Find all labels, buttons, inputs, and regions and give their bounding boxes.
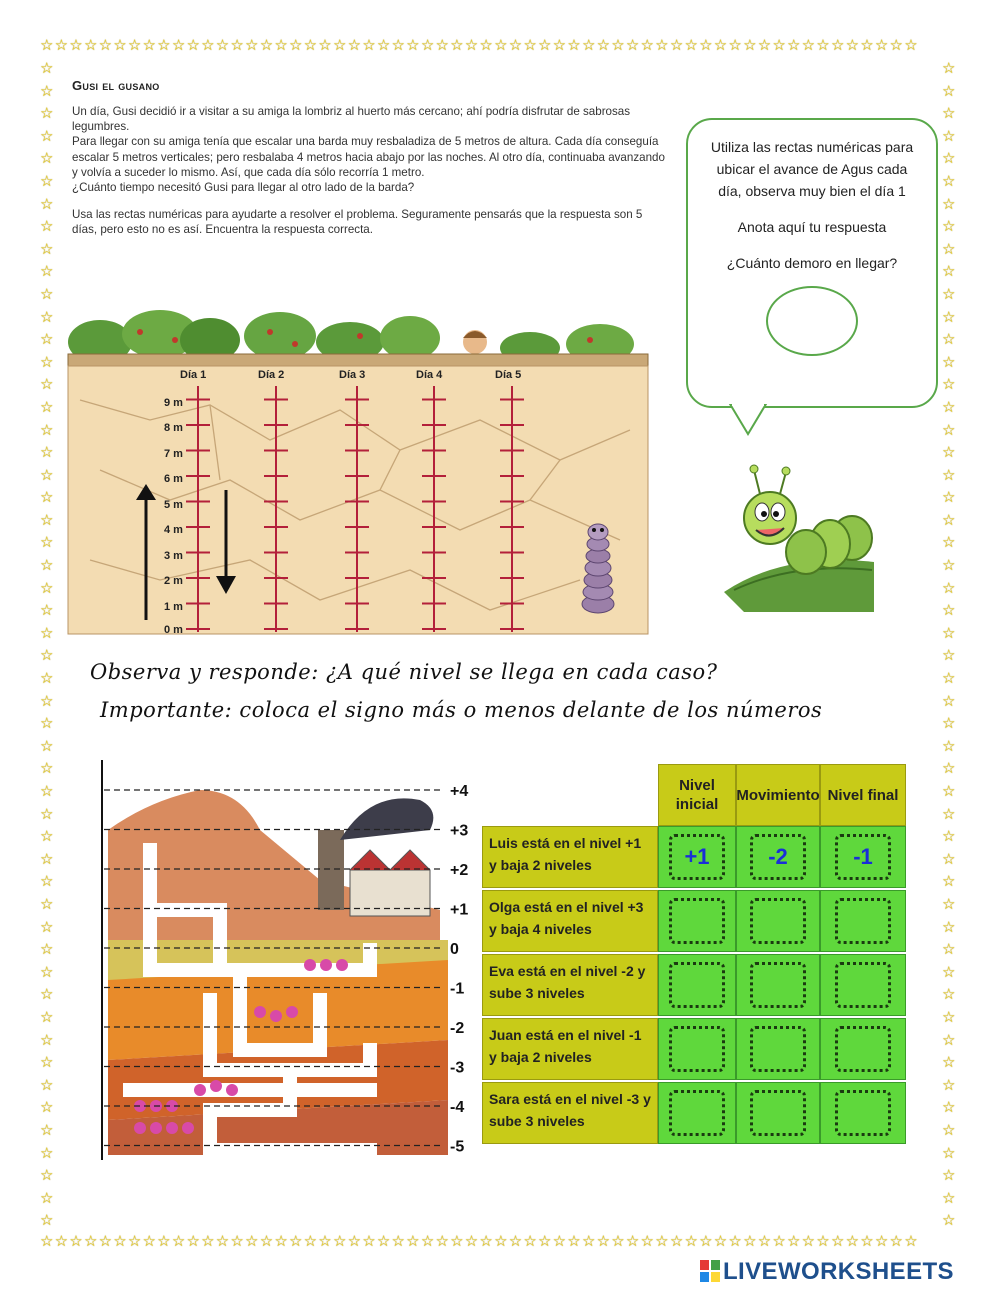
level-label: 0 <box>450 941 459 958</box>
movement-input[interactable] <box>750 962 806 1008</box>
meter-label: 2 m <box>164 575 183 587</box>
level-label: -3 <box>450 1059 465 1077</box>
day-label: Día 5 <box>495 369 522 381</box>
level-label: -2 <box>450 1020 465 1037</box>
final-level-input[interactable] <box>835 898 891 944</box>
meter-label: 8 m <box>164 422 183 434</box>
table-cell <box>658 826 736 888</box>
table-cell <box>736 1018 820 1080</box>
star-border-right: ☆☆☆☆☆☆☆☆☆☆☆☆☆☆☆☆☆☆☆☆☆☆☆☆☆☆☆☆☆☆☆☆☆☆☆☆☆☆☆☆☆☆☆☆☆☆☆☆☆☆☆☆ <box>942 60 956 1230</box>
meter-label: 4 m <box>164 524 183 536</box>
table-cell <box>658 1018 736 1080</box>
star-border-bottom: ☆☆☆☆☆☆☆☆☆☆☆☆☆☆☆☆☆☆☆☆☆☆☆☆☆☆☆☆☆☆☆☆☆☆☆☆☆☆☆☆☆☆☆☆☆☆☆☆☆☆☆☆☆☆☆☆☆☆☆☆ <box>40 1234 919 1249</box>
question-line-1: Observa y responde: ¿A qué nivel se llega en cada caso? <box>90 660 718 684</box>
liveworksheets-logo <box>700 1258 954 1286</box>
meter-label: 7 m <box>164 448 183 460</box>
story-paragraph: Para llegar con su amiga tenía que escalar una barda muy resbaladiza de 5 metros de altura. Cada día conseguía escalar 5 metros verticales; pero resbalaba 4 metros hacia abajo por las noches. Al otro día, continuaba avanzando y volvía a suceder lo mismo. Así, que cada día sólo recorría 1 metro. <box>72 135 665 179</box>
table-cell <box>658 890 736 952</box>
final-level-input[interactable] <box>835 834 891 880</box>
speech-question: ¿Cuánto demoro en llegar? <box>726 255 898 271</box>
table-cell <box>658 1082 736 1144</box>
levels-table <box>480 760 926 1162</box>
final-level-input[interactable] <box>835 962 891 1008</box>
story-title: Gusi el gusano <box>72 78 160 93</box>
meter-label: 0 m <box>164 624 183 636</box>
star-border-top: ☆☆☆☆☆☆☆☆☆☆☆☆☆☆☆☆☆☆☆☆☆☆☆☆☆☆☆☆☆☆☆☆☆☆☆☆☆☆☆☆☆☆☆☆☆☆☆☆☆☆☆☆☆☆☆☆☆☆☆☆ <box>40 38 919 53</box>
meter-label: 1 m <box>164 601 183 613</box>
row-label: Sara está en el nivel -3 y sube 3 niveles <box>482 1082 658 1144</box>
logo-icon <box>700 1260 720 1282</box>
speech-bubble <box>686 118 938 408</box>
movement-input[interactable] <box>750 1090 806 1136</box>
row-label: Eva está en el nivel -2 y sube 3 niveles <box>482 954 658 1016</box>
meter-label: 9 m <box>164 397 183 409</box>
table-cell <box>820 954 906 1016</box>
table-cell <box>736 890 820 952</box>
initial-level-input[interactable] <box>669 1026 725 1072</box>
star-border-left: ☆☆☆☆☆☆☆☆☆☆☆☆☆☆☆☆☆☆☆☆☆☆☆☆☆☆☆☆☆☆☆☆☆☆☆☆☆☆☆☆☆☆☆☆☆☆☆☆☆☆☆☆ <box>40 60 54 1230</box>
level-label: -1 <box>450 980 465 998</box>
table-cell <box>820 1082 906 1144</box>
story-paragraph: Un día, Gusi decidió ir a visitar a su amiga la lombriz al huerto más cercano; ahí podría disfrutar de sabrosas legumbres. <box>72 105 631 134</box>
level-label: +1 <box>450 901 469 919</box>
story-paragraph: ¿Cuánto tiempo necesitó Gusi para llegar al otro lado de la barda? <box>72 181 415 195</box>
table-cell <box>820 890 906 952</box>
day-label: Día 2 <box>258 369 285 381</box>
answer-input[interactable] <box>766 286 858 356</box>
level-label: +2 <box>450 862 469 879</box>
initial-level-input[interactable] <box>669 898 725 944</box>
row-label: Luis está en el nivel +1 y baja 2 niveles <box>482 826 658 888</box>
mine-illustration <box>90 760 480 1162</box>
day-label: Día 1 <box>180 369 207 381</box>
wall-illustration <box>60 310 650 640</box>
initial-level-input[interactable] <box>669 962 725 1008</box>
story-paragraph: Usa las rectas numéricas para ayudarte a resolver el problema. Seguramente pensarás que la respuesta son 5 días, pero esto no es así. Encuentra la respuesta correcta. <box>72 208 643 237</box>
speech-tail <box>728 404 768 436</box>
level-label: -4 <box>450 1099 465 1116</box>
meter-label: 3 m <box>164 550 183 562</box>
header-initial-level: Nivel inicial <box>658 764 736 826</box>
day-label: Día 3 <box>339 369 366 381</box>
day-label: Día 4 <box>416 369 443 381</box>
table-cell <box>736 826 820 888</box>
level-label: -5 <box>450 1138 465 1156</box>
initial-level-input[interactable] <box>669 834 725 880</box>
table-cell <box>820 1018 906 1080</box>
final-level-input[interactable] <box>835 1090 891 1136</box>
story-text <box>72 104 670 238</box>
header-movement: Movimiento <box>736 764 820 826</box>
question-line-2: Importante: coloca el signo más o menos delante de los números <box>100 698 823 722</box>
final-level-input[interactable] <box>835 1026 891 1072</box>
header-final-level: Nivel final <box>820 764 906 826</box>
row-label: Juan está en el nivel -1 y baja 2 niveles <box>482 1018 658 1080</box>
row-label: Olga está en el nivel +3 y baja 4 niveles <box>482 890 658 952</box>
meter-label: 5 m <box>164 499 183 511</box>
table-cell <box>736 1082 820 1144</box>
table-cell <box>658 954 736 1016</box>
initial-level-input[interactable] <box>669 1090 725 1136</box>
speech-instruction: Utiliza las rectas numéricas para ubicar el avance de Agus cada día, observa muy bien el día 1 <box>710 139 914 199</box>
meter-label: 6 m <box>164 473 183 485</box>
caterpillar-icon <box>724 462 874 612</box>
movement-input[interactable] <box>750 898 806 944</box>
logo-text: LIVEWORKSHEETS <box>723 1258 954 1285</box>
movement-input[interactable] <box>750 834 806 880</box>
level-label: +4 <box>450 783 469 800</box>
level-label: +3 <box>450 822 469 840</box>
table-cell <box>736 954 820 1016</box>
movement-input[interactable] <box>750 1026 806 1072</box>
table-cell <box>820 826 906 888</box>
speech-note: Anota aquí tu respuesta <box>737 219 887 235</box>
